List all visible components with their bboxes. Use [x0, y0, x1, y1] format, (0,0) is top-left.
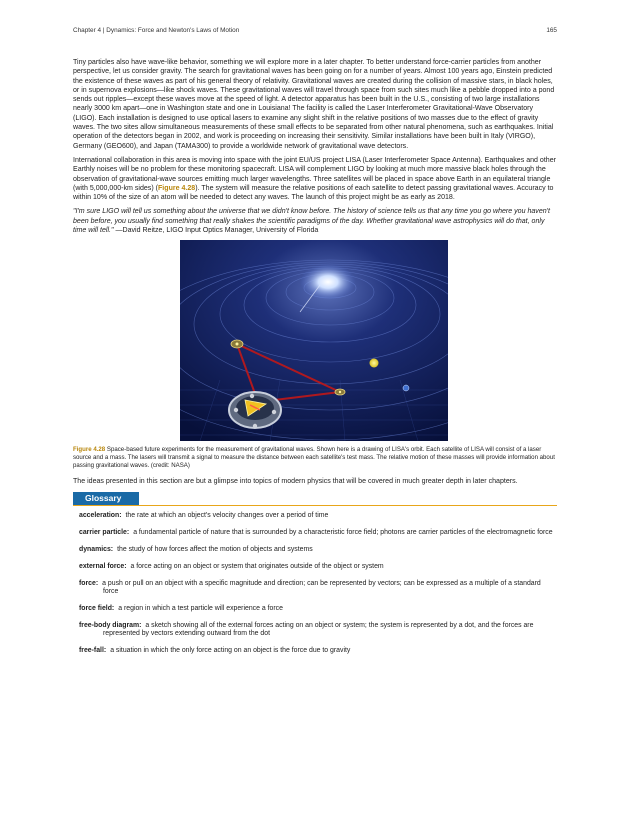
quote-text: "I'm sure LIGO will tell us something about the universe that we didn't know before. The history of science tells us that any time you go where you haven't been before, you usually find something that really shakes the scientific paradigms of the day. Whether gravitational wave astrophysics will do that, only time will tell." — [73, 208, 550, 235]
quote-attribution: —David Reitze, LIGO Input Optics Manager, University of Florida — [113, 227, 319, 235]
reitze-quote — [73, 207, 557, 235]
glossary-entry — [79, 647, 557, 656]
paragraph-lisa — [73, 156, 557, 202]
glossary-term: acceleration: — [79, 512, 122, 520]
glossary-entry — [79, 605, 557, 614]
glossary-entry — [79, 580, 557, 597]
page-header — [73, 27, 557, 34]
paragraph-closing: The ideas presented in this section are but a glimpse into topics of modern physics that will be covered in much greater depth in later chapters. — [73, 478, 518, 486]
glossary-term: force field: — [79, 604, 115, 612]
black-hole-glow — [300, 264, 356, 300]
satellite-icon — [335, 389, 345, 395]
glossary-definition: the rate at which an object's velocity changes over a period of time — [125, 512, 329, 520]
glossary-header — [73, 492, 557, 506]
glossary-title: Glossary — [73, 492, 139, 505]
glossary-entry — [79, 622, 557, 639]
paragraph-gravitational-waves: Tiny particles also have wave-like behavior, something we will explore more in a later chapter. To better understand force-carrier particles from another perspective, let us consider gravity. The search for gravitational waves has been going on for a number of years. Almost 100 years ago, Einstein predicted the existence of these waves as part of his general theory of relativity. Gravitational waves are created during the collision of massive stars, in black holes, or in supernova explosions—like shock waves. These gravitational waves will travel through space from such sites much like a pebble dropped into a pond sends out ripples—except these waves move at the speed of light. A detector apparatus has been built in the U.S., consisting of two large installations nearly 3000 km apart—one in Washington state and one in Louisiana! The facility is called the Laser Interferometer Gravitational-Wave Observatory (LIGO). Each installation is designed to use optical lasers to examine any slight shift in the relative positions of two masses due to the effect of gravity waves. The two sites allow simultaneous measurements of these small effects to be separated from other natural phenomena, such as earthquakes. Initial operation of the detectors began in 2002, and work is proceeding on increasing their sensitivity. Similar installations have been built in Italy (VIRGO), Germany (GEO600), and Japan (TAMA300) to provide a worldwide network of gravitational wave detectors. — [73, 59, 555, 150]
glossary-entry — [79, 512, 557, 521]
glossary-list — [79, 512, 557, 655]
glossary-term: dynamics: — [79, 545, 114, 553]
glossary-definition: a fundamental particle of nature that is surrounded by a characteristic force field; photons are carrier particles of the electromagnetic force — [133, 529, 553, 537]
figure-caption-text: Space-based future experiments for the measurement of gravitational waves. Shown here is a drawing of LISA's orbit. Each satellite of LISA will consist of a laser source and a mass. The lasers will transmit a signal to measure the distance between each satellite's test mass. The relative motion of these masses will provide information about passing gravitational waves. (credit: NASA) — [73, 446, 555, 469]
glossary-term: carrier particle: — [79, 529, 130, 537]
glossary-entry — [79, 529, 557, 538]
glossary-term: free-fall: — [79, 647, 107, 655]
glossary-term: force: — [79, 579, 99, 587]
figure-link[interactable]: Figure 4.28 — [158, 184, 196, 192]
satellite-closeup-icon — [229, 392, 281, 428]
lisa-orbit-figure — [180, 240, 448, 441]
glossary-term: free-body diagram: — [79, 621, 142, 629]
glossary-definition: a region in which a test particle will experience a force — [118, 604, 283, 612]
glossary-definition: the study of how forces affect the motion of objects and systems — [117, 545, 313, 553]
earth-icon — [403, 385, 409, 391]
figure-label: Figure 4.28 — [73, 446, 106, 454]
paragraph-lisa-text-a: International collaboration in this area is moving into space with the joint EU/US project LISA (Laser Interferometer Space Antenna). Earthquakes and other Earthly noises will be no problem for these monitoring spacecraft. LISA will complement LIGO by looking at much more massive black holes through the observation of gravitational-wave sources emitting much larger wavelengths. Three satellites will be placed in space above Earth in an equilateral triangle (with 5,000,000-km sides) ( — [73, 156, 556, 192]
glossary-entry — [79, 546, 557, 555]
glossary-definition: a sketch showing all of the external forces acting on an object or system; the system is represented by a dot, and the forces are represented by vectors extending outward from the dot — [103, 621, 534, 638]
figure-caption — [73, 446, 557, 469]
glossary-definition: a force acting on an object or system that originates outside of the object or system — [130, 562, 384, 570]
glossary-entry — [79, 563, 557, 572]
glossary-definition: a situation in which the only force acting on an object is the force due to gravity — [110, 647, 351, 655]
chapter-title: Chapter 4 | Dynamics: Force and Newton's Laws of Motion — [73, 27, 240, 34]
paragraph-lisa-text-b: ). The system will measure the relative positions of each satellite to detect passing gravitational waves. Accuracy to within 10% of the size of an atom will be needed to detect any waves. The launch of this project might be as early as 2018. — [73, 184, 554, 202]
page-content — [73, 58, 557, 664]
page-number: 165 — [546, 27, 557, 34]
satellite-icon — [231, 340, 243, 348]
glossary-term: external force: — [79, 562, 127, 570]
glossary-definition: a push or pull on an object with a specific magnitude and direction; can be represented by vectors; can be expressed as a multiple of a standard force — [102, 579, 541, 596]
sun-icon — [370, 359, 379, 368]
lisa-orbit-illustration — [180, 240, 448, 441]
